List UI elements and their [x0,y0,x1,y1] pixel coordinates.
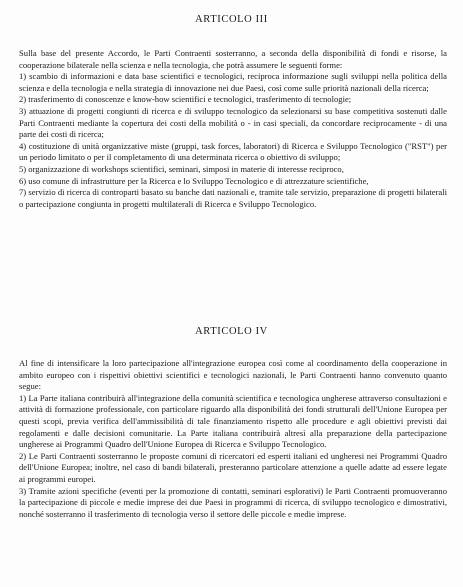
article-3-body [19,48,447,210]
article-3-item-2: 2) trasferimento di conoscenze e know-how scientifici e tecnologici, trasferimento di tecnologie; [19,94,352,105]
article-4-item-2: 2) Le Parti Contraenti sosterranno le proposte comuni di ricercatori ed esperti italiani ed ungheresi nei Programmi Quadro dell'Unione Europea; inoltre, nel caso di bandi bilaterali, presteranno particolare attenzione a quelle adatte ad essere legate ai programmi europei. [19,450,447,484]
article-3-item-4: 4) costituzione di unità organizzative miste (gruppi, task forces, laboratori) di Ricerca e Sviluppo Tecnologico ("RST") per un periodo limitato o per il completamento di una determinata ricerca o obiettivo di sviluppo; [19,140,447,163]
article-3-intro: Sulla base del presente Accordo, le Parti Contraenti sosterranno, a seconda della disponibilità di fondi e risorse, la cooperazione bilaterale nella scienza e nella tecnologia, che potrà assumere le seguenti forme: [19,48,447,70]
article-3-item-7: 7) servizio di ricerca di controparti basato su banche dati nazionali e, tramite tale servizio, preparazione di progetti bilaterali o partecipazione congiunta in progetti multilaterali di Ricerca e Sviluppo Tecnologico. [19,187,447,209]
article-4-intro: Al fine di intensificare la loro partecipazione all'integrazione europea così come al coordinamento della cooperazione in ambito europeo con i rispettivi obiettivi scientifici e tecnologici nazionali, le Parti Contraenti hanno convenuto quanto segue: [19,358,447,392]
article-4-body [19,358,447,520]
article-4-item-1: 1) La Parte italiana contribuirà all'integrazione della comunità scientifica e tecnologica ungherese attraverso consultazioni e attività di formazione professionale, con particolare riguardo alla disponibilità dei fondi strutturali dell'Unione Europea per questi scopi, previa verifica dell'ammissibilità di tale finanziamento rispetto alle procedure e agli obiettivi previsti dai regolamenti e dalle decisioni comunitarie. La Parte italiana contribuirà altresì alla preparazione della partecipazione ungherese ai Programmi Quadro dell'Unione Europea di Ricerca e Sviluppo Tecnologico. [19,392,447,450]
article-4-item-3: 3) Tramite azioni specifiche (eventi per la promozione di contatti, seminari esplorativi) le Parti Contraenti promuoveranno la partecipazione di piccole e medie imprese dei due Paesi in programmi di ricerca, di sviluppo tecnologico e dimostrativi, nonché sosterranno il trasferimento di tecnologia verso il settore delle piccole e medie imprese. [19,485,447,519]
article-3-item-5: 5) organizzazione di workshops scientifici, seminari, simposi in materie di interesse reciproco, [19,163,344,174]
article-3-item-3: 3) attuazione di progetti congiunti di ricerca e di sviluppo tecnologico da selezionarsi su base competitiva sostenuti dalle Parti Contraenti mediante la copertura dei costi della mobilità o - in casi speciali, da concordare reciprocamente - di una parte dei costi di ricerca; [19,105,447,140]
article-4-title: ARTICOLO IV [195,326,268,337]
article-3-item-6: 6) uso comune di infrastrutture per la Ricerca e lo Sviluppo Tecnologico e di attrezzature scientifiche, [19,175,369,186]
article-3-title: ARTICOLO III [195,14,268,25]
article-3-item-1: 1) scambio di informazioni e data base scientifici e tecnologici, reciproca informazione sugli sviluppi nella politica della scienza e della tecnologia e nella strategia di innovazione nei due Paesi, così come sulle priorità nazionali della ricerca; [19,71,447,93]
